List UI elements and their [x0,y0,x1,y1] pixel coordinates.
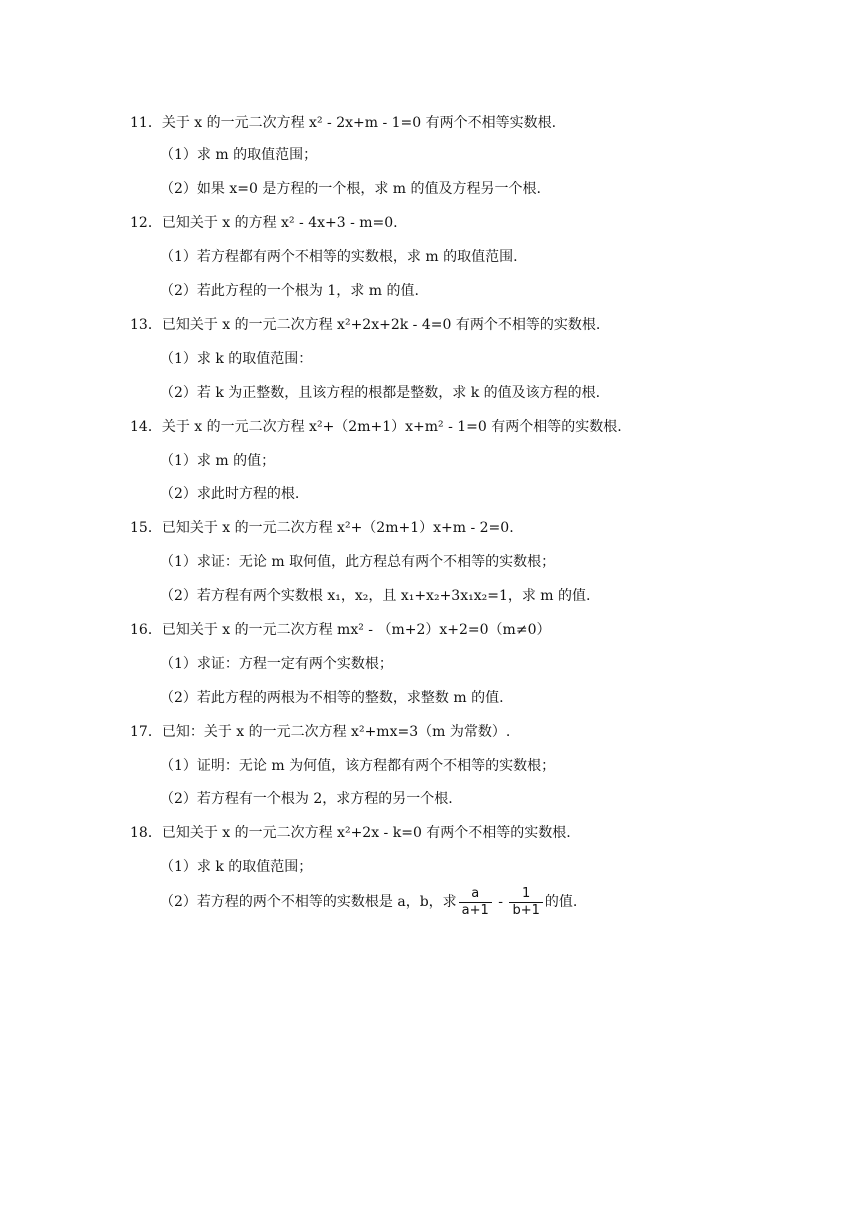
fraction-1-numerator: a [459,886,492,903]
fraction-2-denominator: b+1 [512,902,540,918]
problem-17-part-1: （1）证明：无论 m 为何值，该方程都有两个不相等的实数根； [160,758,556,774]
problem-15-stem: 15．已知关于 x 的一元二次方程 x²+（2m+1）x+m - 2=0. [130,520,514,536]
problem-15-part-2: （2）若方程有两个实数根 x₁，x₂，且 x₁+x₂+3x₁x₂=1，求 m 的值. [160,588,591,604]
minus-sign: - [493,894,508,910]
problem-18-part-1: （1）求 k 的取值范围； [160,859,313,875]
problem-16-part-2: （2）若此方程的两根为不相等的整数，求整数 m 的值. [160,690,504,706]
problem-12-part-1: （1）若方程都有两个不相等的实数根，求 m 的取值范围. [160,249,518,265]
problem-11-stem: 11．关于 x 的一元二次方程 x² - 2x+m - 1=0 有两个不相等实数根. [130,115,557,131]
problem-16-stem: 16．已知关于 x 的一元二次方程 mx² - （m+2）x+2=0（m≠0） [130,622,551,638]
problem-15-part-1: （1）求证：无论 m 取何值，此方程总有两个不相等的实数根； [160,554,556,570]
fraction-2-numerator: 1 [509,886,542,903]
fraction-1-over-b-plus-1 [509,886,542,919]
problem-14-part-2: （2）求此时方程的根. [160,486,300,502]
problem-11-part-2: （2）如果 x=0 是方程的一个根，求 m 的值及方程另一个根. [160,181,541,197]
problem-13-part-2: （2）若 k 为正整数，且该方程的根都是整数，求 k 的值及该方程的根. [160,385,601,401]
problem-18-stem: 18．已知关于 x 的一元二次方程 x²+2x - k=0 有两个不相等的实数根. [130,825,571,841]
problem-17-part-2: （2）若方程有一个根为 2，求方程的另一个根. [160,791,453,807]
problem-12-part-2: （2）若此方程的一个根为 1，求 m 的值. [160,283,419,299]
problem-16-part-1: （1）求证：方程一定有两个实数根； [160,656,393,672]
problem-11-part-1: （1）求 m 的取值范围； [160,147,318,163]
problem-18-part-2 [160,884,577,920]
part-2-suffix: 的值. [544,894,578,910]
problem-13-stem: 13．已知关于 x 的一元二次方程 x²+2x+2k - 4=0 有两个不相等的实数根. [130,317,601,333]
part-2-prefix: （2）若方程的两个不相等的实数根是 a，b，求 [160,894,457,910]
fraction-a-over-a-plus-1 [459,886,492,919]
problem-14-stem: 14．关于 x 的一元二次方程 x²+（2m+1）x+m² - 1=0 有两个相等的实数根. [130,419,622,435]
problem-14-part-1: （1）求 m 的值； [160,453,276,469]
problem-12-stem: 12．已知关于 x 的方程 x² - 4x+3 - m=0. [130,215,398,231]
problem-13-part-1: （1）求 k 的取值范围： [160,351,313,367]
problem-17-stem: 17．已知：关于 x 的一元二次方程 x²+mx=3（m 为常数）. [130,724,511,740]
fraction-1-denominator: a+1 [461,902,489,918]
